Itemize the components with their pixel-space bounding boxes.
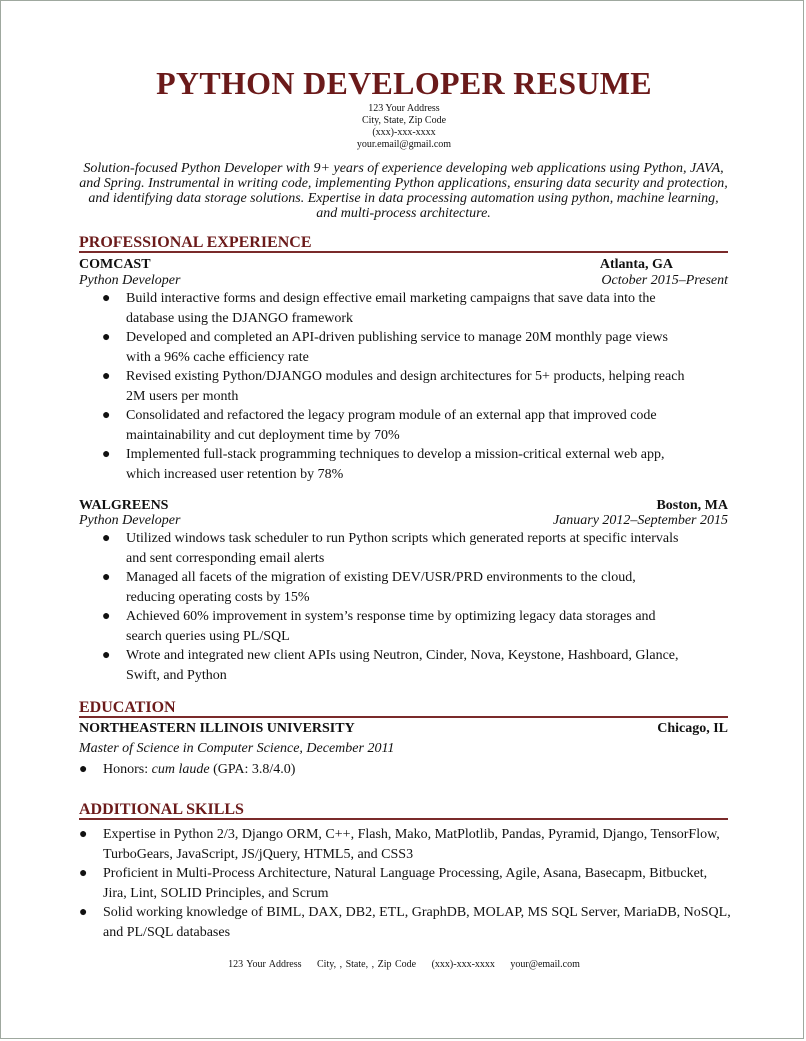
degree: Master of Science in Computer Science, December 2011 [79, 741, 395, 756]
experience-heading: PROFESSIONAL EXPERIENCE [79, 234, 728, 253]
job-dates: January 2012–September 2015 [553, 513, 728, 528]
contact-email: your.email@gmail.com [356, 139, 452, 150]
bullet-icon: ● [102, 369, 111, 384]
education-degree-row [79, 741, 728, 757]
list-item: ● Revised existing Python/DJANGO modules and design architectures for 5+ products, helping reach 2M users per month [102, 369, 685, 404]
skills-heading: ADDITIONAL SKILLS [79, 801, 728, 820]
list-item: ● Honors: cum laude (GPA: 3.8/4.0) [103, 760, 703, 780]
job-header [79, 257, 728, 273]
footer-contact [1, 959, 806, 970]
list-item: ● Developed and completed an API-driven publishing service to manage 20M monthly page views with a 96% cache efficiency rate [102, 330, 668, 365]
job-role: Python Developer [79, 273, 181, 288]
footer-email: your@email.com [510, 959, 580, 970]
contact-phone: (xxx)-xxx-xxxx [372, 127, 436, 138]
list-item: ● Build interactive forms and design effective email marketing campaigns that save data into the database using the DJANGO framework [102, 291, 656, 326]
school-location: Chicago, IL [657, 721, 728, 736]
resume-title: PYTHON DEVELOPER RESUME [156, 65, 652, 101]
job-subheader [79, 513, 728, 529]
list-item: ● Managed all facets of the migration of existing DEV/USR/PRD environments to the cloud, reducing operating costs by 15% [102, 570, 636, 605]
education-bullets [79, 760, 703, 780]
list-item: ● Proficient in Multi-Process Architecture, Natural Language Processing, Agile, Asana, Basecapm, Bitbucket, Jira, Lint, SOLID Principles, and Scrum [79, 866, 708, 901]
contact-block [1, 103, 806, 151]
bullet-icon: ● [102, 408, 111, 423]
school-name: NORTHEASTERN ILLINOIS UNIVERSITY [79, 721, 355, 736]
bullet-icon: ● [79, 827, 88, 842]
list-item: ● Wrote and integrated new client APIs using Neutron, Cinder, Nova, Keystone, Hashboard, Glance, Swift, and Python [102, 648, 679, 683]
job-subheader [79, 273, 728, 289]
footer-phone: (xxx)-xxx-xxxx [431, 959, 495, 970]
bullet-icon: ● [102, 330, 111, 345]
job-company: WALGREENS [79, 498, 169, 513]
job-bullets [102, 529, 686, 685]
job-location: Atlanta, GA [599, 257, 673, 272]
job-bullets [102, 289, 686, 484]
bullet-icon: ● [102, 648, 111, 663]
education-heading: EDUCATION [79, 699, 728, 718]
contact-city: City, State, Zip Code [361, 115, 447, 126]
skills-bullets [79, 825, 733, 942]
list-item: ● Consolidated and refactored the legacy program module of an external app that improved code maintainability and cut deployment time by 70% [102, 408, 657, 443]
bullet-icon: ● [102, 609, 111, 624]
footer-address: 123 Your Address [228, 959, 302, 970]
education-header [79, 721, 728, 737]
list-item: ● Achieved 60% improvement in system’s response time by optimizing legacy data storages and search queries using PL/SQL [102, 609, 656, 644]
job-company: COMCAST [79, 257, 151, 272]
list-item: ● Implemented full-stack programming techniques to develop a mission-critical external web app, which increased user retention by 78% [102, 447, 665, 482]
contact-address: 123 Your Address [368, 103, 440, 114]
job-location: Boston, MA [656, 498, 728, 513]
job-header [79, 498, 728, 514]
bullet-icon: ● [79, 762, 88, 777]
bullet-icon: ● [102, 447, 111, 462]
list-item: ● Expertise in Python 2/3, Django ORM, C++, Flash, Mako, MatPlotlib, Pandas, Pyramid, Django, TensorFlow, TurboGears, JavaScript, JS/jQuery, HTML5, and CSS3 [79, 827, 720, 862]
footer-city: City, , State, , Zip Code [317, 959, 417, 970]
bullet-icon: ● [79, 905, 88, 920]
bullet-icon: ● [102, 570, 111, 585]
bullet-icon: ● [79, 866, 88, 881]
list-item: ● Utilized windows task scheduler to run Python scripts which generated reports at specific intervals and sent corresponding email alerts [102, 531, 679, 566]
list-item: ● Solid working knowledge of BIML, DAX, DB2, ETL, GraphDB, MOLAP, MS SQL Server, MariaDB, NoSQL, and PL/SQL databases [79, 905, 731, 940]
bullet-icon: ● [102, 291, 111, 306]
summary-paragraph: Solution-focused Python Developer with 9+ years of experience developing web applications using Python, JAVA, and Spring. Instrumental in writing code, implementing Python applications, ensuring data security and protection, and identifying data storage solutions. Expertise in data processing automation using python, machine learning, and multi-process architecture. [79, 161, 728, 221]
job-role: Python Developer [79, 513, 181, 528]
job-dates: October 2015–Present [601, 273, 728, 288]
bullet-icon: ● [102, 531, 111, 546]
